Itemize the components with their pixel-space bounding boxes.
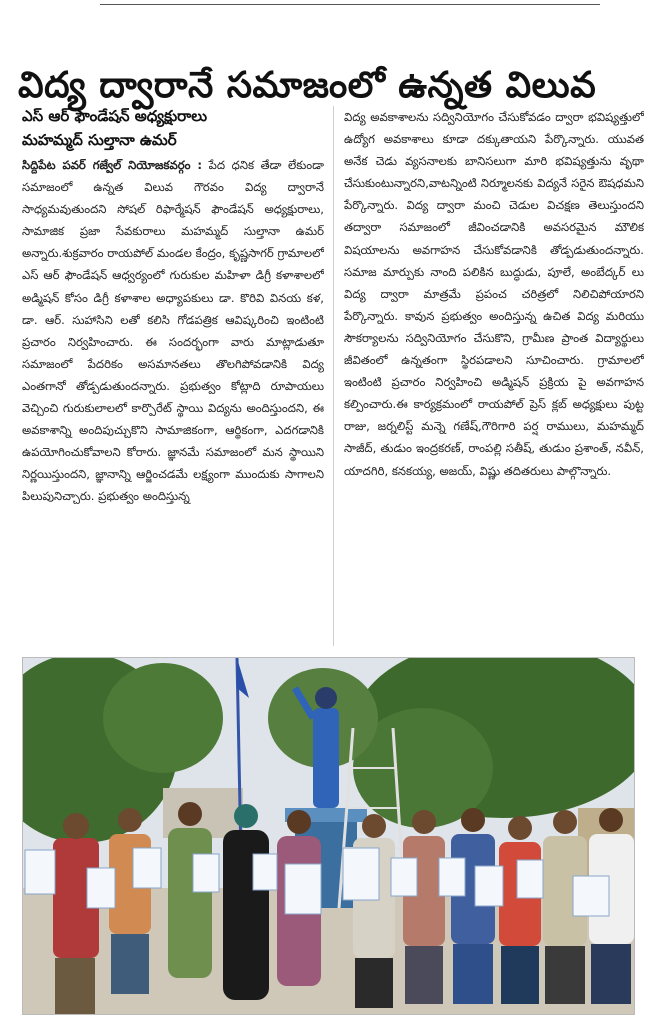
subheadline-line-2: మహమ్మద్ సుల్తానా ఉమర్	[22, 131, 177, 149]
article-column-left	[22, 154, 324, 650]
group-photo-icon	[23, 658, 634, 1014]
headline: విద్య ద్వారానే సమాజంలో ఉన్నత విలువ	[18, 65, 597, 107]
left-column-text: పేద ధనిక తేడా లేకుండా సమాజంలో ఉన్నత విలువ గౌరవం విద్య ద్వారానే సాధ్యమవుతుందని సోషల్ రిఫార్మేషన్ ఫౌండేషన్ అధ్యక్షురాలు, సామాజిక ప్రజా సేవకురాలు మహమ్మద్ సుల్తానా ఉమర్ అన్నారు.శుక్రవారం రాయపోల్ మండల కేంద్రం, కృష్ణసాగర్ గ్రామాలలో ఎస్ ఆర్ ఫౌండేషన్ ఆధ్వర్యంలో గురుకుల మహిళా డిగ్రీ కళాశాలలో అడ్మిషన్ కోసం డిగ్రీ కళాశాల అధ్యాపకులు డా. కొరివి వినయ కళ, డా. ఆర్. సుహాసిని లతో కలిసి గోడపత్రిక ఆవిష్కరించి ఇంటింటి ప్రచారం నిర్వహించారు. ఈ సందర్భంగా వారు మాట్లాడుతూ సమాజంలో పేదరికం అసమానతలు తొలగిపోవడానికి విద్య ఎంతగానో తోడ్పడుతుందన్నారు. ప్రభుత్వం కోట్లాది రూపాయలు వెచ్చించి గురుకులాలలో కార్పొరేట్ స్థాయి విద్యను అందిస్తుందని, ఈ అవకాశాన్ని అందిపుచ్చుకొని సామాజికంగా, ఆర్థికంగా, ఎదగడానికి ఉపయోగించుకోవాలని కోరారు. జ్ఞానమే సమాజంలో మన స్థాయిని నిర్ణయిస్తుందని, జ్ఞానాన్ని ఆర్జించడమే లక్ష్యంగా ముందుకు సాగాలని పిలుపునిచ్చారు. ప్రభుత్వం అందిస్తున్న	[22, 158, 324, 504]
group-photo	[22, 657, 635, 1015]
subheadline	[22, 104, 327, 152]
article-column-right	[344, 106, 644, 650]
column-divider	[333, 106, 334, 646]
dateline: సిద్దిపేట పవర్ గజ్వేల్ నియోజకవర్గం :	[22, 158, 203, 172]
page-top-rule	[100, 4, 600, 5]
right-column-text: విద్య అవకాశాలను సద్వినియోగం చేసుకోవడం ద్వారా భవిష్యత్తులో ఉద్యోగ అవకాశాలు కూడా దక్కుతాయని పేర్కొన్నారు. యువత అనేక చెడు వ్యసనాలకు బానిసలుగా మారి భవిష్యత్తును వృథా చేసుకుంటున్నారని,వాటన్నింటి నిర్మూలనకు విద్యనే సరైన ఔషధమని పేర్కొన్నారు. విద్య ద్వారా మంచి చెడుల విచక్షణ తెలుస్తుందని తద్వారా సమాజంలో జీవించడానికి అవసరమైన మౌలిక విషయాలను అవగాహన చేసుకోవడానికి తోడ్పడుతుందన్నారు. సమాజ మార్పుకు నాంది పలికిన బుద్ధుడు, పూలే, అంబేద్కర్ లు విద్య ద్వారా మాత్రమే ప్రపంచ చరిత్రలో నిలిచిపోయారని పేర్కొన్నారు. కావున ప్రభుత్వం అందిస్తున్న ఉచిత విద్య మరియు సౌకర్యాలను సద్వినియోగం చేసుకొని, గ్రామీణ ప్రాంత విద్యార్థులు జీవితంలో ఉన్నతంగా స్థిరపడాలని సూచించారు. గ్రామాలలో ఇంటింటి ప్రచారం నిర్వహించి అడ్మిషన్ ప్రక్రియ పై అవగాహన కల్పించారు.ఈ కార్యక్రమంలో రాయపోల్ ప్రెస్ క్లబ్ అధ్యక్షులు పుట్ట రాజు, జర్నలిస్ట్ మన్నె గణేష్,గౌరిగారి పర్ష రాములు, మహమ్మద్ సాజీద్, తుడుం ఇంద్రకరణ్, రాంపల్లి సతీష్, తుడుం ప్రశాంత్, నవీన్, యాదగిరి, కనకయ్య, అజయ్, విష్ణు తదితరులు పాల్గొన్నారు.	[344, 110, 644, 478]
subheadline-line-1: ఎస్ ఆర్ ఫౌండేషన్ అధ్యక్షురాలు	[22, 107, 208, 125]
